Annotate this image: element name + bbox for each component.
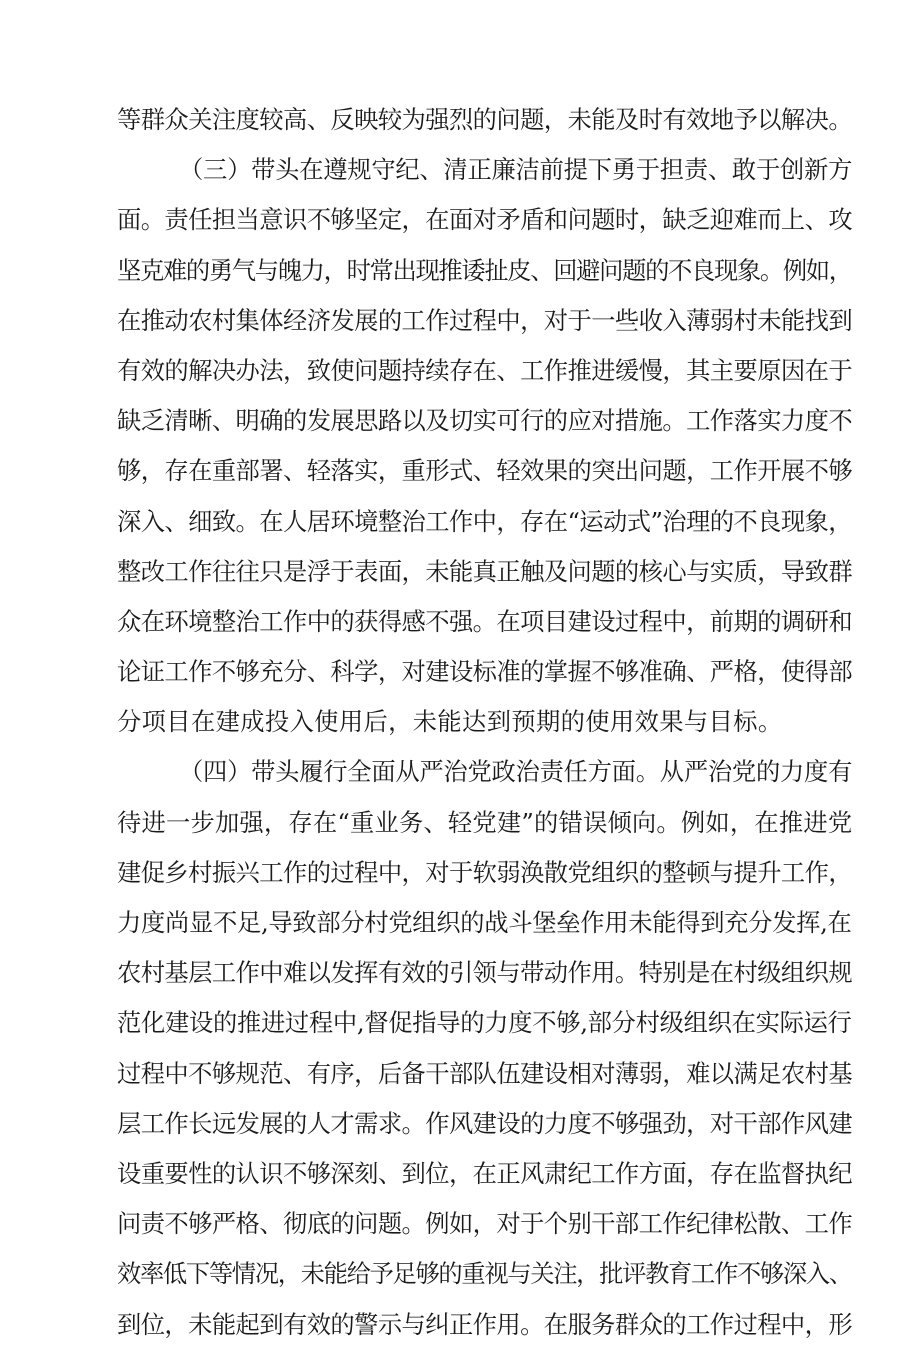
text-line: 在推动农村集体经济发展的工作过程中，对于一些收入薄弱村未能找到: [117, 305, 853, 335]
text-line: 整改工作往往只是浮于表面，未能真正触及问题的核心与实质，导致群: [117, 556, 853, 586]
text-line: 坚克难的勇气与魄力，时常出现推诿扯皮、回避问题的不良现象。例如，: [117, 255, 852, 285]
text-line: 论证工作不够充分、科学，对建设标准的掌握不够准确、严格，使得部: [117, 657, 853, 687]
text-line: 设重要性的认识不够深刻、到位，在正风肃纪工作方面，存在监督执纪: [117, 1158, 853, 1188]
document-body: [117, 95, 852, 1350]
text-line: 众在环境整治工作中的获得感不强。在项目建设过程中，前期的调研和: [117, 606, 853, 636]
text-line: 等群众关注度较高、反映较为强烈的问题，未能及时有效地予以解决。: [117, 105, 853, 134]
text-line: 缺乏清晰、明确的发展思路以及切实可行的应对措施。工作落实力度不: [117, 406, 853, 436]
paragraph-first-line: （三）带头在遵规守纪、清正廉洁前提下勇于担责、敢于创新方: [179, 155, 853, 185]
text-line: 够，存在重部署、轻落实，重形式、轻效果的突出问题，工作开展不够: [117, 456, 853, 486]
text-line: 效率低下等情况，未能给予足够的重视与关注，批评教育工作不够深入、: [117, 1259, 852, 1289]
text-line: 面。责任担当意识不够坚定，在面对矛盾和问题时，缺乏迎难而上、攻: [117, 205, 853, 235]
paragraph-first-line: （四）带头履行全面从严治党政治责任方面。从严治党的力度有: [179, 757, 853, 787]
text-line: 范化建设的推进过程中,督促指导的力度不够,部分村级组织在实际运行: [117, 1008, 852, 1038]
text-line: 深入、细致。在人居环境整治工作中，存在“运动式”治理的不良现象，: [117, 506, 852, 536]
text-line: 力度尚显不足,导致部分村党组织的战斗堡垒作用未能得到充分发挥,在: [117, 908, 852, 937]
text-line: 待进一步加强，存在“重业务、轻党建”的错误倾向。例如，在推进党: [117, 807, 853, 837]
text-line: 过程中不够规范、有序，后备干部队伍建设相对薄弱，难以满足农村基: [117, 1058, 853, 1088]
text-line: 到位，未能起到有效的警示与纠正作用。在服务群众的工作过程中，形: [117, 1309, 853, 1339]
text-line: 分项目在建成投入使用后，未能达到预期的使用效果与目标。: [117, 707, 783, 737]
text-line: 层工作长远发展的人才需求。作风建设的力度不够强劲，对干部作风建: [117, 1108, 853, 1138]
text-line: 问责不够严格、彻底的问题。例如，对于个别干部工作纪律松散、工作: [117, 1209, 853, 1239]
text-line: 建促乡村振兴工作的过程中，对于软弱涣散党组织的整顿与提升工作，: [117, 857, 853, 887]
text-line: 有效的解决办法，致使问题持续存在、工作推进缓慢，其主要原因在于: [117, 355, 853, 385]
text-line: 农村基层工作中难以发挥有效的引领与带动作用。特别是在村级组织规: [117, 958, 853, 988]
